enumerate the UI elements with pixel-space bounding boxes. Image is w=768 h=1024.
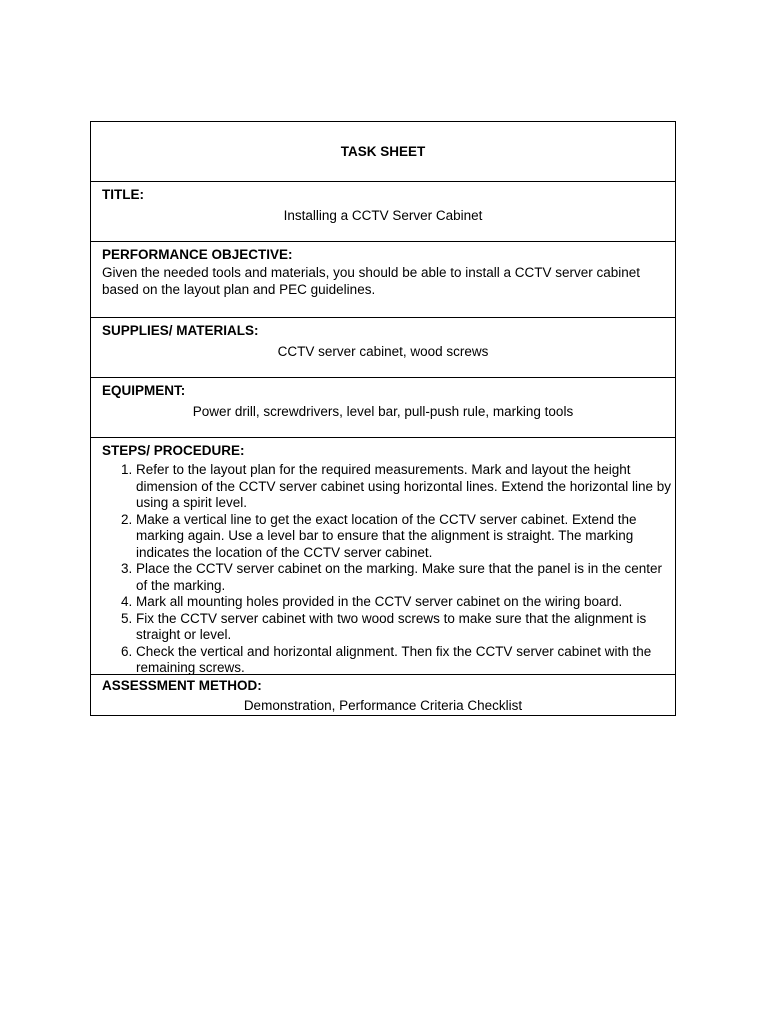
steps-list: [102, 462, 675, 677]
performance-objective-row: [91, 241, 675, 317]
assessment-method-label: ASSESSMENT METHOD:: [102, 678, 262, 693]
supplies-materials-row: [91, 317, 675, 377]
assessment-method-value: Demonstration, Performance Criteria Checklist: [243, 698, 523, 713]
step-item: 5. Fix the CCTV server cabinet with two wood screws to make sure that the alignment is straight or level.: [136, 611, 675, 644]
steps-procedure-label: STEPS/ PROCEDURE:: [102, 443, 245, 458]
step-item: 3. Place the CCTV server cabinet on the marking. Make sure that the panel is in the center of the marking.: [136, 561, 675, 594]
step-item: 4. Mark all mounting holes provided in the CCTV server cabinet on the wiring board.: [136, 594, 675, 611]
supplies-materials-label: SUPPLIES/ MATERIALS:: [102, 323, 259, 338]
task-sheet-heading-row: [91, 122, 675, 181]
equipment-row: [91, 377, 675, 437]
step-item: 2. Make a vertical line to get the exact location of the CCTV server cabinet. Extend the marking again. Use a level bar to ensure that the alignment is straight. The marking indicates the location of the CCTV server cabinet.: [136, 512, 675, 562]
step-item: 6. Check the vertical and horizontal alignment. Then fix the CCTV server cabinet with the remaining screws.: [136, 644, 675, 677]
performance-objective-text: Given the needed tools and materials, you should be able to install a CCTV server cabinet based on the layout plan and PEC guidelines.: [102, 265, 641, 297]
step-item: 1. Refer to the layout plan for the required measurements. Mark and layout the height dimension of the CCTV server cabinet using horizontal lines. Extend the horizontal line by using a spirit level.: [136, 462, 675, 512]
title-row: [91, 181, 675, 241]
title-label: TITLE:: [102, 187, 144, 202]
assessment-method-row: [91, 674, 675, 715]
steps-procedure-row: [91, 437, 675, 674]
title-value: Installing a CCTV Server Cabinet: [283, 208, 483, 223]
performance-objective-label: PERFORMANCE OBJECTIVE:: [102, 247, 293, 262]
supplies-materials-value: CCTV server cabinet, wood screws: [277, 344, 489, 359]
equipment-label: EQUIPMENT:: [102, 383, 186, 398]
equipment-value: Power drill, screwdrivers, level bar, pull-push rule, marking tools: [192, 404, 574, 419]
task-sheet-heading: TASK SHEET: [340, 144, 426, 159]
task-sheet-table: [90, 121, 676, 716]
